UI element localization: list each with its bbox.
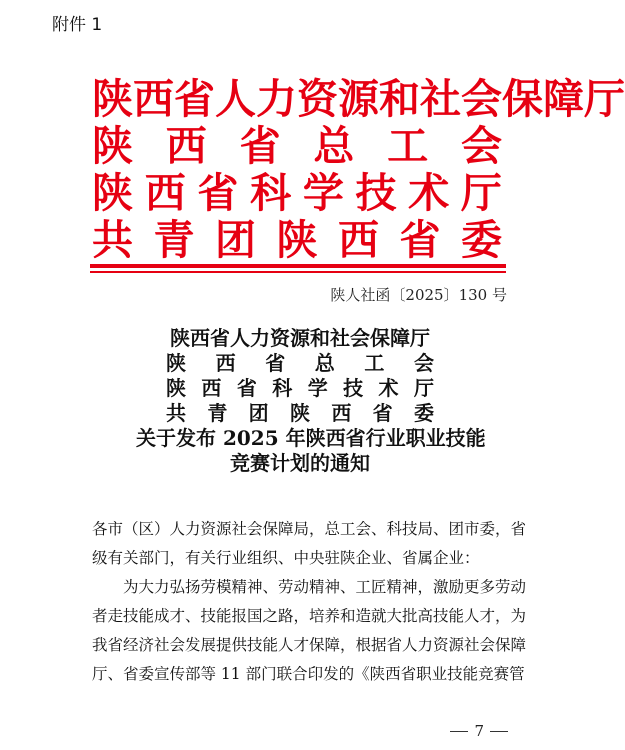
character: 工: [387, 122, 429, 170]
character: 工: [364, 351, 385, 375]
character: 省: [372, 401, 393, 425]
character: 社: [420, 75, 461, 123]
title-issuer-3: [166, 376, 434, 401]
character: 科: [250, 169, 292, 217]
character: 厅: [584, 75, 625, 123]
character: 陕: [92, 122, 133, 170]
attachment-label: 附件 1: [52, 15, 103, 35]
page-number-value: 7: [474, 722, 484, 740]
character: 学: [307, 376, 328, 400]
page-dash-left: [450, 731, 468, 732]
character: 西: [338, 216, 379, 264]
character: 省: [197, 169, 239, 217]
character: 青: [207, 401, 228, 425]
character: 西: [215, 351, 236, 375]
body-line: 者走技能成才、技能报国之路，培养和造就大批高技能人才，为: [92, 607, 527, 625]
character: 陕: [92, 169, 133, 217]
red-divider-thin: [90, 271, 506, 273]
character: 障: [543, 75, 584, 123]
character: 源: [338, 75, 379, 123]
character: 和: [379, 75, 420, 123]
character: 学: [302, 169, 344, 217]
title-issuer-4: [166, 401, 434, 426]
character: 西: [331, 401, 352, 425]
issuer-line-4: [92, 217, 502, 264]
character: 厅: [460, 169, 502, 217]
character: 省: [265, 351, 286, 375]
character: 陕: [166, 376, 186, 400]
character: 术: [378, 376, 399, 400]
character: 团: [248, 401, 269, 425]
body-line: 为大力弘扬劳模精神、劳动精神、工匠精神，激励更多劳动: [123, 578, 527, 596]
character: 共: [166, 401, 186, 425]
character: 省: [174, 75, 215, 123]
character: 省: [239, 122, 281, 170]
character: 会: [413, 351, 434, 375]
character: 西: [133, 75, 174, 123]
character: 资: [297, 75, 338, 123]
character: 技: [343, 376, 364, 400]
character: 会: [461, 75, 502, 123]
character: 总: [313, 122, 355, 170]
character: 技: [355, 169, 397, 217]
character: 力: [256, 75, 297, 123]
issuer-line-1: [92, 75, 625, 123]
character: 共: [92, 216, 133, 264]
body-line: 级有关部门，有关行业组织、中央驻陕企业、省属企业：: [92, 549, 480, 567]
character: 西: [165, 122, 207, 170]
red-divider-thick: [90, 264, 506, 268]
character: 省: [236, 376, 257, 400]
issuer-line-3: [92, 170, 502, 217]
character: 术: [408, 169, 450, 217]
character: 委: [461, 216, 502, 264]
character: 科: [272, 376, 293, 400]
character: 保: [502, 75, 543, 123]
character: 陕: [289, 401, 310, 425]
character: 省: [399, 216, 441, 264]
document-title: [136, 326, 486, 476]
character: 团: [215, 216, 256, 264]
title-issuer-2: [166, 351, 434, 376]
character: 人: [215, 75, 256, 123]
character: 陕: [92, 75, 133, 123]
document-body: [92, 515, 527, 689]
character: 陕: [276, 216, 318, 264]
title-issuer-1: 陕西省人力资源和社会保障厅: [170, 326, 430, 350]
body-line: 各市（区）人力资源社会保障局，总工会、科技局、团市委，省: [92, 520, 527, 538]
page-number: [450, 722, 508, 740]
title-subject-line-1: 关于发布 2025 年陕西省行业职业技能: [136, 426, 486, 450]
character: 青: [153, 216, 195, 264]
character: 厅: [413, 376, 434, 400]
character: 委: [413, 401, 434, 425]
body-line: 厅、省委宣传部等 11 部门联合印发的《陕西省职业技能竞赛管: [92, 665, 525, 683]
document-number: 陕人社函〔2025〕130 号: [330, 286, 507, 304]
issuing-agencies-header: [92, 75, 625, 264]
page-dash-right: [490, 731, 508, 732]
issuer-line-2: [92, 123, 502, 170]
character: 陕: [166, 351, 186, 375]
body-line: 我省经济社会发展提供技能人才保障，根据省人力资源社会保障: [92, 636, 527, 654]
character: 总: [314, 351, 335, 375]
character: 西: [201, 376, 222, 400]
title-subject-line-2: 竞赛计划的通知: [230, 451, 370, 475]
character: 西: [144, 169, 186, 217]
character: 会: [460, 122, 502, 170]
